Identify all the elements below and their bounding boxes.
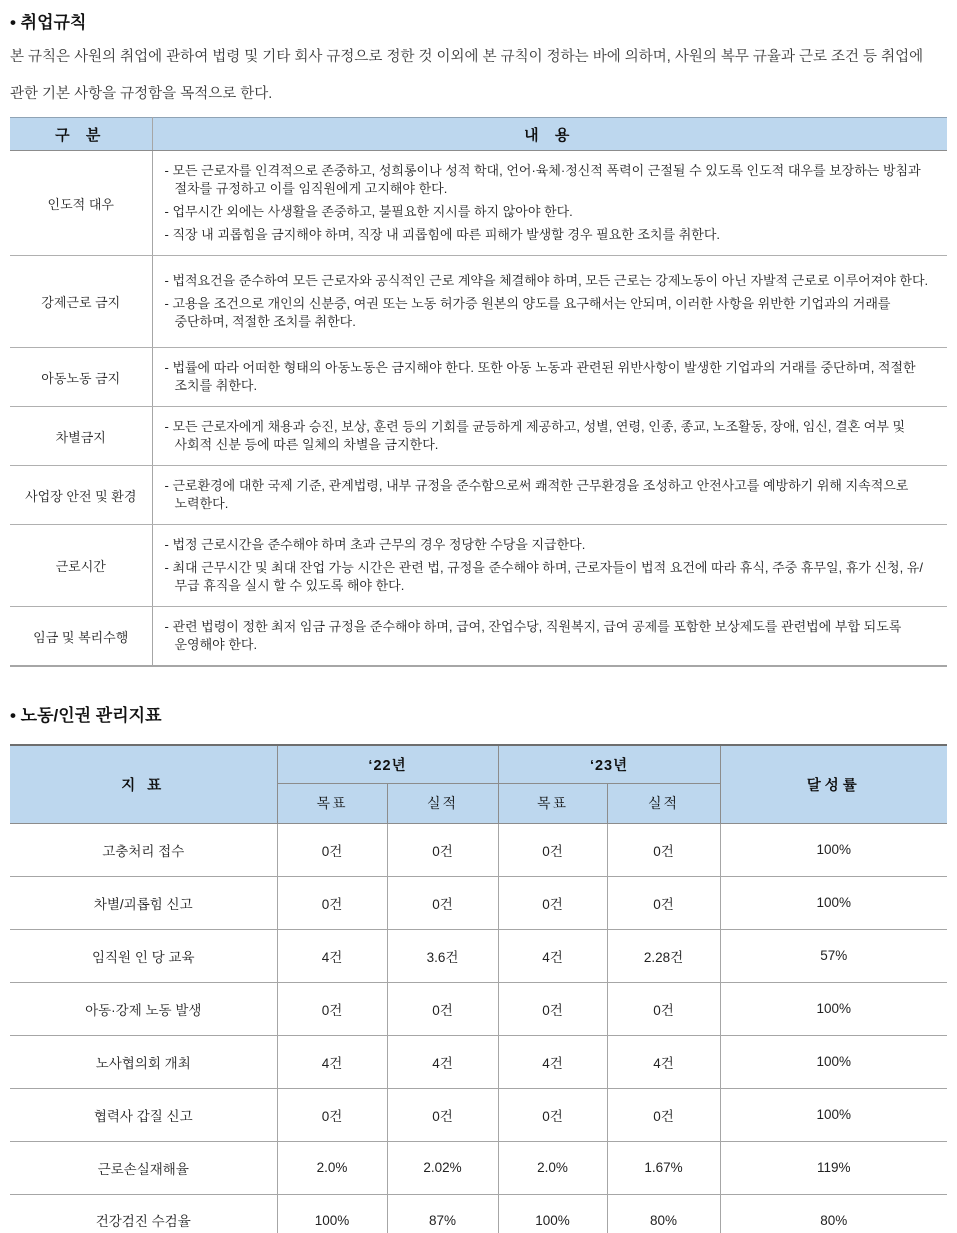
metric-actual-22: 0건 [387, 823, 498, 876]
metric-actual-23: 0건 [607, 1088, 720, 1141]
metric-target-23: 4건 [498, 929, 607, 982]
rule-item: - 업무시간 외에는 사생활을 존중하고, 불필요한 지시를 하지 않아야 한다. [164, 204, 573, 219]
rule-item: - 고용을 조건으로 개인의 신분증, 여권 또는 노동 허가증 원본의 양도를 요구해서는 안되며, 이러한 사항을 위반한 기업과의 거래를 중단하며, 적절한 조치를 취한다. [164, 296, 891, 329]
metric-target-23: 0건 [498, 1088, 607, 1141]
table-row [10, 525, 947, 607]
rule-category: 차별금지 [10, 407, 152, 466]
metric-actual-22: 0건 [387, 876, 498, 929]
metric-actual-23: 2.28건 [607, 929, 720, 982]
section-title-labor-metrics: • 노동/인권 관리지표 [10, 706, 162, 725]
rule-category: 강제근로 금지 [10, 256, 152, 348]
metric-indicator: 건강검진 수검율 [10, 1194, 277, 1233]
metric-actual-23: 4건 [607, 1035, 720, 1088]
employment-rules-table [10, 117, 947, 667]
metric-target-22: 0건 [277, 982, 387, 1035]
rule-category: 근로시간 [10, 525, 152, 607]
rule-category: 임금 및 복리수행 [10, 607, 152, 667]
metric-target-22: 0건 [277, 823, 387, 876]
metric-indicator: 임직원 인 당 교육 [10, 929, 277, 982]
metrics-header-target-23: 목표 [498, 783, 607, 823]
rule-content [152, 525, 947, 607]
metrics-header-indicator: 지 표 [10, 745, 277, 823]
rule-item: - 최대 근무시간 및 최대 잔업 가능 시간은 관련 법, 규정을 준수해야 하며, 근로자들이 법적 요건에 따라 휴식, 주중 휴무일, 휴가 신청, 유/무급 휴직을 실시 할 수 있도록 해야 한다. [164, 560, 923, 593]
metric-indicator: 아동·강제 노동 발생 [10, 982, 277, 1035]
rule-item: - 관련 법령이 정한 최저 임금 규정을 준수해야 하며, 급여, 잔업수당, 직원복지, 급여 공제를 포함한 보상제도를 관련법에 부합 되도록 운영해야 한다. [164, 619, 902, 652]
rule-content [152, 607, 947, 667]
table-row [10, 348, 947, 407]
table-row [10, 407, 947, 466]
metric-target-23: 0건 [498, 823, 607, 876]
metric-rate: 100% [720, 876, 947, 929]
metric-actual-22: 0건 [387, 1088, 498, 1141]
rule-item: - 직장 내 괴롭힘을 금지해야 하며, 직장 내 괴롭힘에 따른 피해가 발생할 경우 필요한 조치를 취한다. [164, 227, 720, 242]
rule-item: - 법률에 따라 어떠한 형태의 아동노동은 금지해야 한다. 또한 아동 노동과 관련된 위반사항이 발생한 기업과의 거래를 중단하며, 적절한 조치를 취한다. [164, 360, 916, 393]
metric-rate: 100% [720, 823, 947, 876]
metric-actual-23: 0건 [607, 823, 720, 876]
table-row [10, 1088, 947, 1141]
rules-header-row [10, 118, 947, 151]
metric-actual-22: 87% [387, 1194, 498, 1233]
metric-actual-23: 0건 [607, 982, 720, 1035]
table-row [10, 466, 947, 525]
rule-category: 아동노동 금지 [10, 348, 152, 407]
metrics-table-wrap [10, 744, 947, 1233]
metric-indicator: 노사협의회 개최 [10, 1035, 277, 1088]
metric-target-22: 100% [277, 1194, 387, 1233]
metric-actual-23: 0건 [607, 876, 720, 929]
rules-header-content: 내 용 [152, 118, 947, 151]
metric-rate: 100% [720, 1088, 947, 1141]
table-row [10, 607, 947, 667]
table-row [10, 1194, 947, 1233]
metrics-header-achievement: 달성률 [720, 745, 947, 823]
section-title-employment-rules: • 취업규칙 [10, 13, 87, 32]
rule-category: 사업장 안전 및 환경 [10, 466, 152, 525]
metric-rate: 100% [720, 1035, 947, 1088]
table-row [10, 1035, 947, 1088]
metric-target-22: 0건 [277, 1088, 387, 1141]
metrics-header-actual-23: 실적 [607, 783, 720, 823]
rule-content [152, 466, 947, 525]
metric-target-22: 4건 [277, 929, 387, 982]
metric-indicator: 협력사 갑질 신고 [10, 1088, 277, 1141]
table-row [10, 876, 947, 929]
metric-indicator: 고충처리 접수 [10, 823, 277, 876]
metric-actual-23: 1.67% [607, 1141, 720, 1194]
table-row [10, 929, 947, 982]
table-row [10, 982, 947, 1035]
metric-actual-22: 2.02% [387, 1141, 498, 1194]
metric-actual-22: 3.6건 [387, 929, 498, 982]
metrics-header-row-years [10, 745, 947, 783]
rule-item: - 법적요건을 준수하여 모든 근로자와 공식적인 근로 계약을 체결해야 하며, 모든 근로는 강제노동이 아닌 자발적 근로로 이루어져야 한다. [164, 273, 929, 288]
metric-target-23: 0건 [498, 876, 607, 929]
rule-category: 인도적 대우 [10, 151, 152, 256]
rule-content [152, 348, 947, 407]
rule-item: - 법정 근로시간을 준수해야 하며 초과 근무의 경우 정당한 수당을 지급한다. [164, 537, 586, 552]
rule-item: - 모든 근로자에게 채용과 승진, 보상, 훈련 등의 기회를 균등하게 제공하고, 성별, 연령, 인종, 종교, 노조활동, 장애, 임신, 결혼 여부 및 사회적 신분 등에 따른 일체의 차별을 금지한다. [164, 419, 906, 452]
metric-rate: 100% [720, 982, 947, 1035]
metric-target-22: 2.0% [277, 1141, 387, 1194]
rule-content [152, 407, 947, 466]
metric-target-22: 0건 [277, 876, 387, 929]
table-row [10, 256, 947, 348]
metric-rate: 80% [720, 1194, 947, 1233]
metric-actual-23: 80% [607, 1194, 720, 1233]
metric-rate: 119% [720, 1141, 947, 1194]
metrics-header-year-2023: ‘23년 [498, 745, 720, 783]
table-row [10, 151, 947, 256]
rule-content [152, 256, 947, 348]
rule-content [152, 151, 947, 256]
employment-rules-intro: 본 규칙은 사원의 취업에 관하여 법령 및 기타 회사 규정으로 정한 것 이외에 본 규칙이 정하는 바에 의하며, 사원의 복무 규율과 근로 조건 등 취업에 관한 기본 사항을 규정함을 목적으로 한다. [10, 49, 924, 102]
rule-item: - 근로환경에 대한 국제 기준, 관계법령, 내부 규정을 준수함으로써 쾌적한 근무환경을 조성하고 안전사고를 예방하기 위해 지속적으로 노력한다. [164, 478, 909, 511]
metrics-header-target-22: 목표 [277, 783, 387, 823]
metrics-header-actual-22: 실적 [387, 783, 498, 823]
metric-target-23: 0건 [498, 982, 607, 1035]
table-row [10, 1141, 947, 1194]
metric-target-23: 4건 [498, 1035, 607, 1088]
labor-metrics-table [10, 744, 947, 1233]
rule-item: - 모든 근로자를 인격적으로 존중하고, 성희롱이나 성적 학대, 언어·육체·정신적 폭력이 근절될 수 있도록 인도적 대우를 보장하는 방침과 절차를 규정하고 이를 임직원에게 고지해야 한다. [164, 163, 921, 196]
rules-header-category: 구 분 [10, 118, 152, 151]
metrics-header-year-2022: ‘22년 [277, 745, 498, 783]
metric-target-23: 2.0% [498, 1141, 607, 1194]
metric-actual-22: 0건 [387, 982, 498, 1035]
metric-actual-22: 4건 [387, 1035, 498, 1088]
metric-indicator: 차별/괴롭힘 신고 [10, 876, 277, 929]
metric-target-23: 100% [498, 1194, 607, 1233]
table-row [10, 823, 947, 876]
metric-target-22: 4건 [277, 1035, 387, 1088]
metric-indicator: 근로손실재해율 [10, 1141, 277, 1194]
metric-rate: 57% [720, 929, 947, 982]
